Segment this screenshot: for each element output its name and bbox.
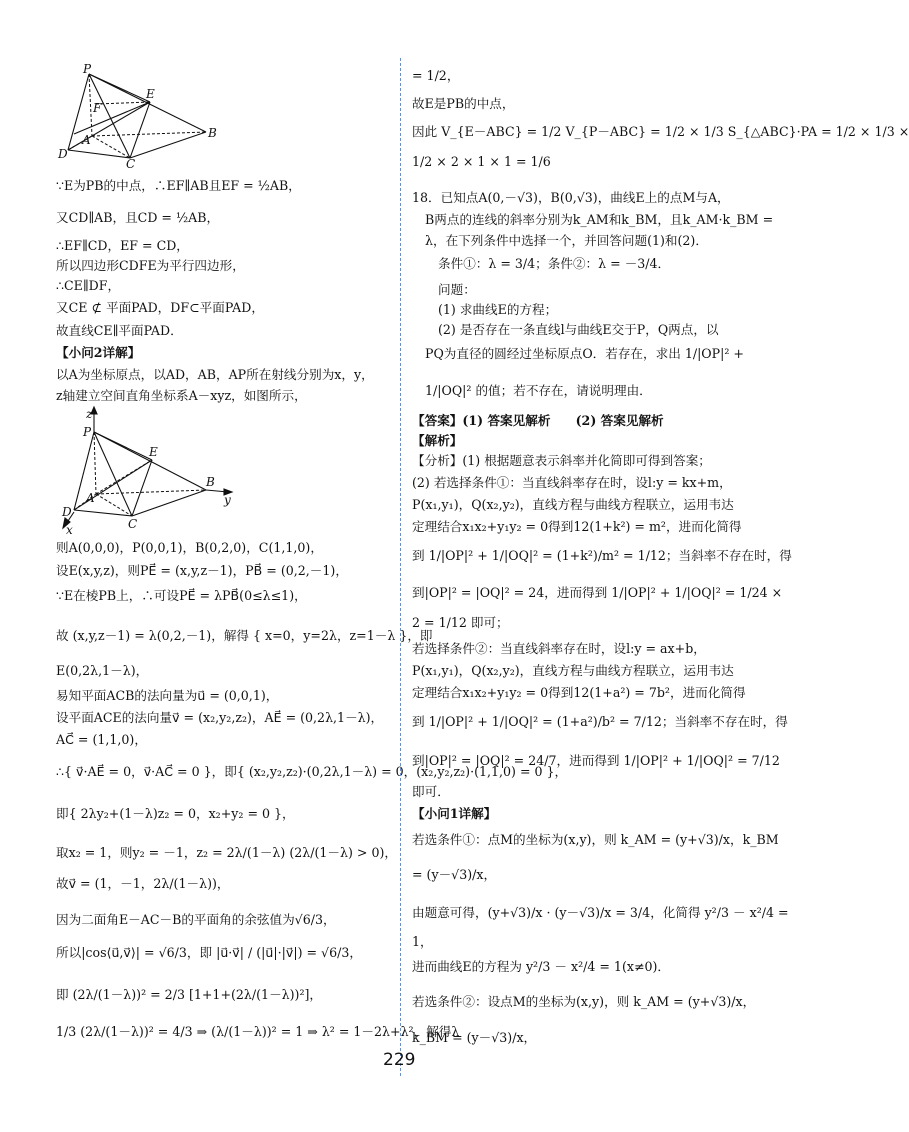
text-line: 故v⃗ = (1，－1，2λ/(1－λ))， [56, 876, 230, 891]
text-line: 所以四边形CDFE为平行四边形， [56, 258, 245, 273]
text-line: ∴CE∥DF， [56, 278, 121, 293]
text-line: 取x₂ = 1，则y₂ = －1，z₂ = 2λ/(1－λ) (2λ/(1－λ) > 0)， [56, 845, 397, 860]
label-z: z [86, 407, 93, 421]
edge [89, 74, 130, 158]
question-2-line: 1/|OQ|² 的值；若不存在，请说明理由． [425, 383, 652, 398]
hidden-edge [96, 490, 206, 494]
text-line: 由题意可得，(y+√3)/x · (y－√3)/x = 3/4，化简得 y²/3 － x²/4 = [412, 905, 789, 920]
label-D: D [62, 505, 72, 519]
text-line: 进而曲线E的方程为 y²/3 － x²/4 = 1(x≠0)． [412, 959, 671, 974]
problem-18-line: λ，在下列条件中选择一个，并回答问题(1)和(2)． [425, 233, 708, 248]
column-divider [400, 58, 401, 1076]
conditions-line: 条件①：λ = 3/4；条件②：λ = －3/4． [438, 256, 671, 271]
text-line: P(x₁,y₁)，Q(x₂,y₂)，直线方程与曲线方程联立，运用韦达 [412, 497, 734, 512]
pyramid-figure-2 [56, 404, 246, 537]
text-line: 到|OP|² = |OQ|² = 24/7，进而得到 1/|OP|² + 1/|OQ|² = 7/12 [412, 753, 780, 768]
text-line: 若选择条件②：当直线斜率存在时，设l:y = ax+b， [412, 641, 706, 656]
edge [132, 460, 152, 516]
label-x: x [66, 523, 73, 537]
text-line: k_BM = (y－√3)/x， [412, 1030, 537, 1045]
text-line: 即 (2λ/(1－λ))² = 2/3 [1+1+(2λ/(1－λ))²]， [56, 987, 323, 1002]
text-line: 到 1/|OP|² + 1/|OQ|² = (1+k²)/m² = 1/12；当斜率不存在时，得 [412, 548, 792, 563]
text-line: 故E是PB的中点， [412, 96, 515, 111]
edge [130, 132, 206, 158]
edge [89, 74, 150, 102]
text-line: 因此 V_{E－ABC} = 1/2 V_{P－ABC} = 1/2 × 1/3 S_{△ABC}·PA = 1/2 × 1/3 × [412, 124, 909, 139]
hidden-edge [94, 432, 96, 494]
label-D: D [58, 147, 68, 161]
edge [68, 150, 130, 158]
problem-18-line: B两点的连线的斜率分别为k_AM和k_BM，且k_AM·k_BM = [425, 212, 774, 227]
text-line: 所以|cos⟨u⃗,v⃗⟩| = √6/3，即 |u⃗·v⃗| / (|u⃗|·|v⃗|) = √6/3， [56, 945, 362, 960]
text-line: ∵E为PB的中点，∴EF∥AB且EF = ½AB， [56, 178, 301, 193]
text-line: 又CE ⊄ 平面PAD，DF⊂平面PAD， [56, 300, 264, 315]
text-line: ∵E在棱PB上，∴可设PE⃗ = λPB⃗(0≤λ≤1)， [56, 588, 307, 603]
text-line: 即{ 2λy₂+(1－λ)z₂ = 0，x₂+y₂ = 0 }， [56, 806, 295, 821]
text-line: 到 1/|OP|² + 1/|OQ|² = (1+a²)/b² = 7/12；当斜率不存在时，得 [412, 714, 788, 729]
text-line: 定理结合x₁x₂+y₁y₂ = 0得到12(1+k²) = m²，进而化简得 [412, 519, 742, 534]
answer-heading: 【答案】(1) 答案见解析 (2) 答案见解析 [412, 413, 664, 428]
edge [68, 102, 150, 150]
text-line: 即可． [412, 784, 450, 799]
text-line: 若选条件①：点M的坐标为(x,y)，则 k_AM = (y+√3)/x，k_BM [412, 832, 779, 847]
text-line: E(0,2λ,1－λ)， [56, 663, 149, 678]
text-line: 易知平面ACB的法向量为u⃗ = (0,0,1)， [56, 688, 279, 703]
analysis-heading: 【解析】 [412, 433, 463, 448]
label-B: B [206, 475, 215, 489]
text-line: 故直线CE∥平面PAD． [56, 323, 183, 338]
label-y: y [224, 493, 231, 507]
label-E: E [149, 445, 158, 459]
text-line: 因为二面角E－AC－B的平面角的余弦值为√6/3， [56, 912, 336, 927]
question-1: (1) 求曲线E的方程； [438, 302, 558, 317]
label-P: P [83, 62, 92, 76]
label-A: A [86, 491, 95, 505]
text-line: 2 = 1/12 即可； [412, 615, 509, 630]
label-E: E [146, 87, 155, 101]
edge [130, 102, 150, 158]
text-line: 1/3 (2λ/(1－λ))² = 4/3 ⇒ (λ/(1－λ))² = 1 ⇒ λ² = 1－2λ+λ²，解得λ [56, 1024, 460, 1039]
text-line: = (y－√3)/x， [412, 867, 497, 882]
label-F: F [93, 101, 102, 115]
hidden-edge [96, 460, 152, 494]
text-line: 【分析】(1) 根据题意表示斜率并化简即可得到答案； [412, 453, 711, 468]
text-line: z轴建立空间直角坐标系A－xyz，如图所示， [56, 388, 307, 403]
text-line: = 1/2， [412, 68, 460, 83]
section-heading: 【小问2详解】 [56, 345, 141, 360]
text-line: 以A为坐标原点，以AD，AB，AP所在射线分别为x，y， [56, 367, 374, 382]
text-line: 定理结合x₁x₂+y₁y₂ = 0得到12(1+a²) = 7b²，进而化简得 [412, 685, 746, 700]
text-line: 故 (x,y,z－1) = λ(0,2,－1)，解得 { x=0，y=2λ，z=1－λ }，即 [56, 628, 433, 643]
text-line: ∴{ v⃗·AE⃗ = 0，v⃗·AC⃗ = 0 }，即{ (x₂,y₂,z₂)·(0,2λ,1－λ) = 0，(x₂,y₂,z₂)·(1,1,0) = 0 }， [56, 764, 568, 779]
text-line: 若选条件②：设点M的坐标为(x,y)，则 k_AM = (y+√3)/x， [412, 994, 756, 1009]
page-number: 229 [383, 1050, 416, 1070]
label-C: C [128, 517, 138, 531]
text-line: 1/2 × 2 × 1 × 1 = 1/6 [412, 154, 551, 169]
section-heading: 【小问1详解】 [412, 806, 497, 821]
label-B: B [208, 126, 217, 140]
text-line: 又CD∥AB，且CD = ½AB， [56, 210, 220, 225]
text-line: 到|OP|² = |OQ|² = 24，进而得到 1/|OP|² + 1/|OQ|² = 1/24 × [412, 585, 783, 600]
edge [94, 432, 152, 460]
question-2: (2) 是否存在一条直线l与曲线E交于P，Q两点，以 [438, 322, 719, 337]
text-line: (2) 若选择条件①：当直线斜率存在时，设l:y = kx+m， [412, 475, 732, 490]
text-line: 设E(x,y,z)，则PE⃗ = (x,y,z－1)，PB⃗ = (0,2,－1)， [56, 563, 348, 578]
text-line: AC⃗ = (1,1,0)， [56, 732, 147, 747]
edge [74, 102, 150, 134]
edge [94, 432, 132, 516]
label-C: C [126, 157, 136, 171]
text-line: 设平面ACE的法向量v⃗ = (x₂,y₂,z₂)，AE⃗ = (0,2λ,1－λ)， [56, 710, 384, 725]
text-line: 1， [412, 934, 433, 949]
question-label: 问题： [438, 282, 476, 297]
text-line: P(x₁,y₁)，Q(x₂,y₂)，直线方程与曲线方程联立，运用韦达 [412, 663, 734, 678]
text-line: ∴EF∥CD，EF = CD， [56, 238, 189, 253]
pyramid-figure-1 [56, 62, 226, 171]
text-line: 则A(0,0,0)，P(0,0,1)，B(0,2,0)，C(1,1,0)， [56, 540, 323, 555]
label-A: A [82, 133, 91, 147]
problem-18-line: 18．已知点A(0,－√3)，B(0,√3)，曲线E上的点M与A， [412, 190, 730, 205]
label-P: P [83, 425, 92, 439]
edge [132, 490, 206, 516]
hidden-edge [92, 132, 206, 136]
question-2-line: PQ为直径的圆经过坐标原点O．若存在，求出 1/|OP|² + [425, 346, 744, 361]
